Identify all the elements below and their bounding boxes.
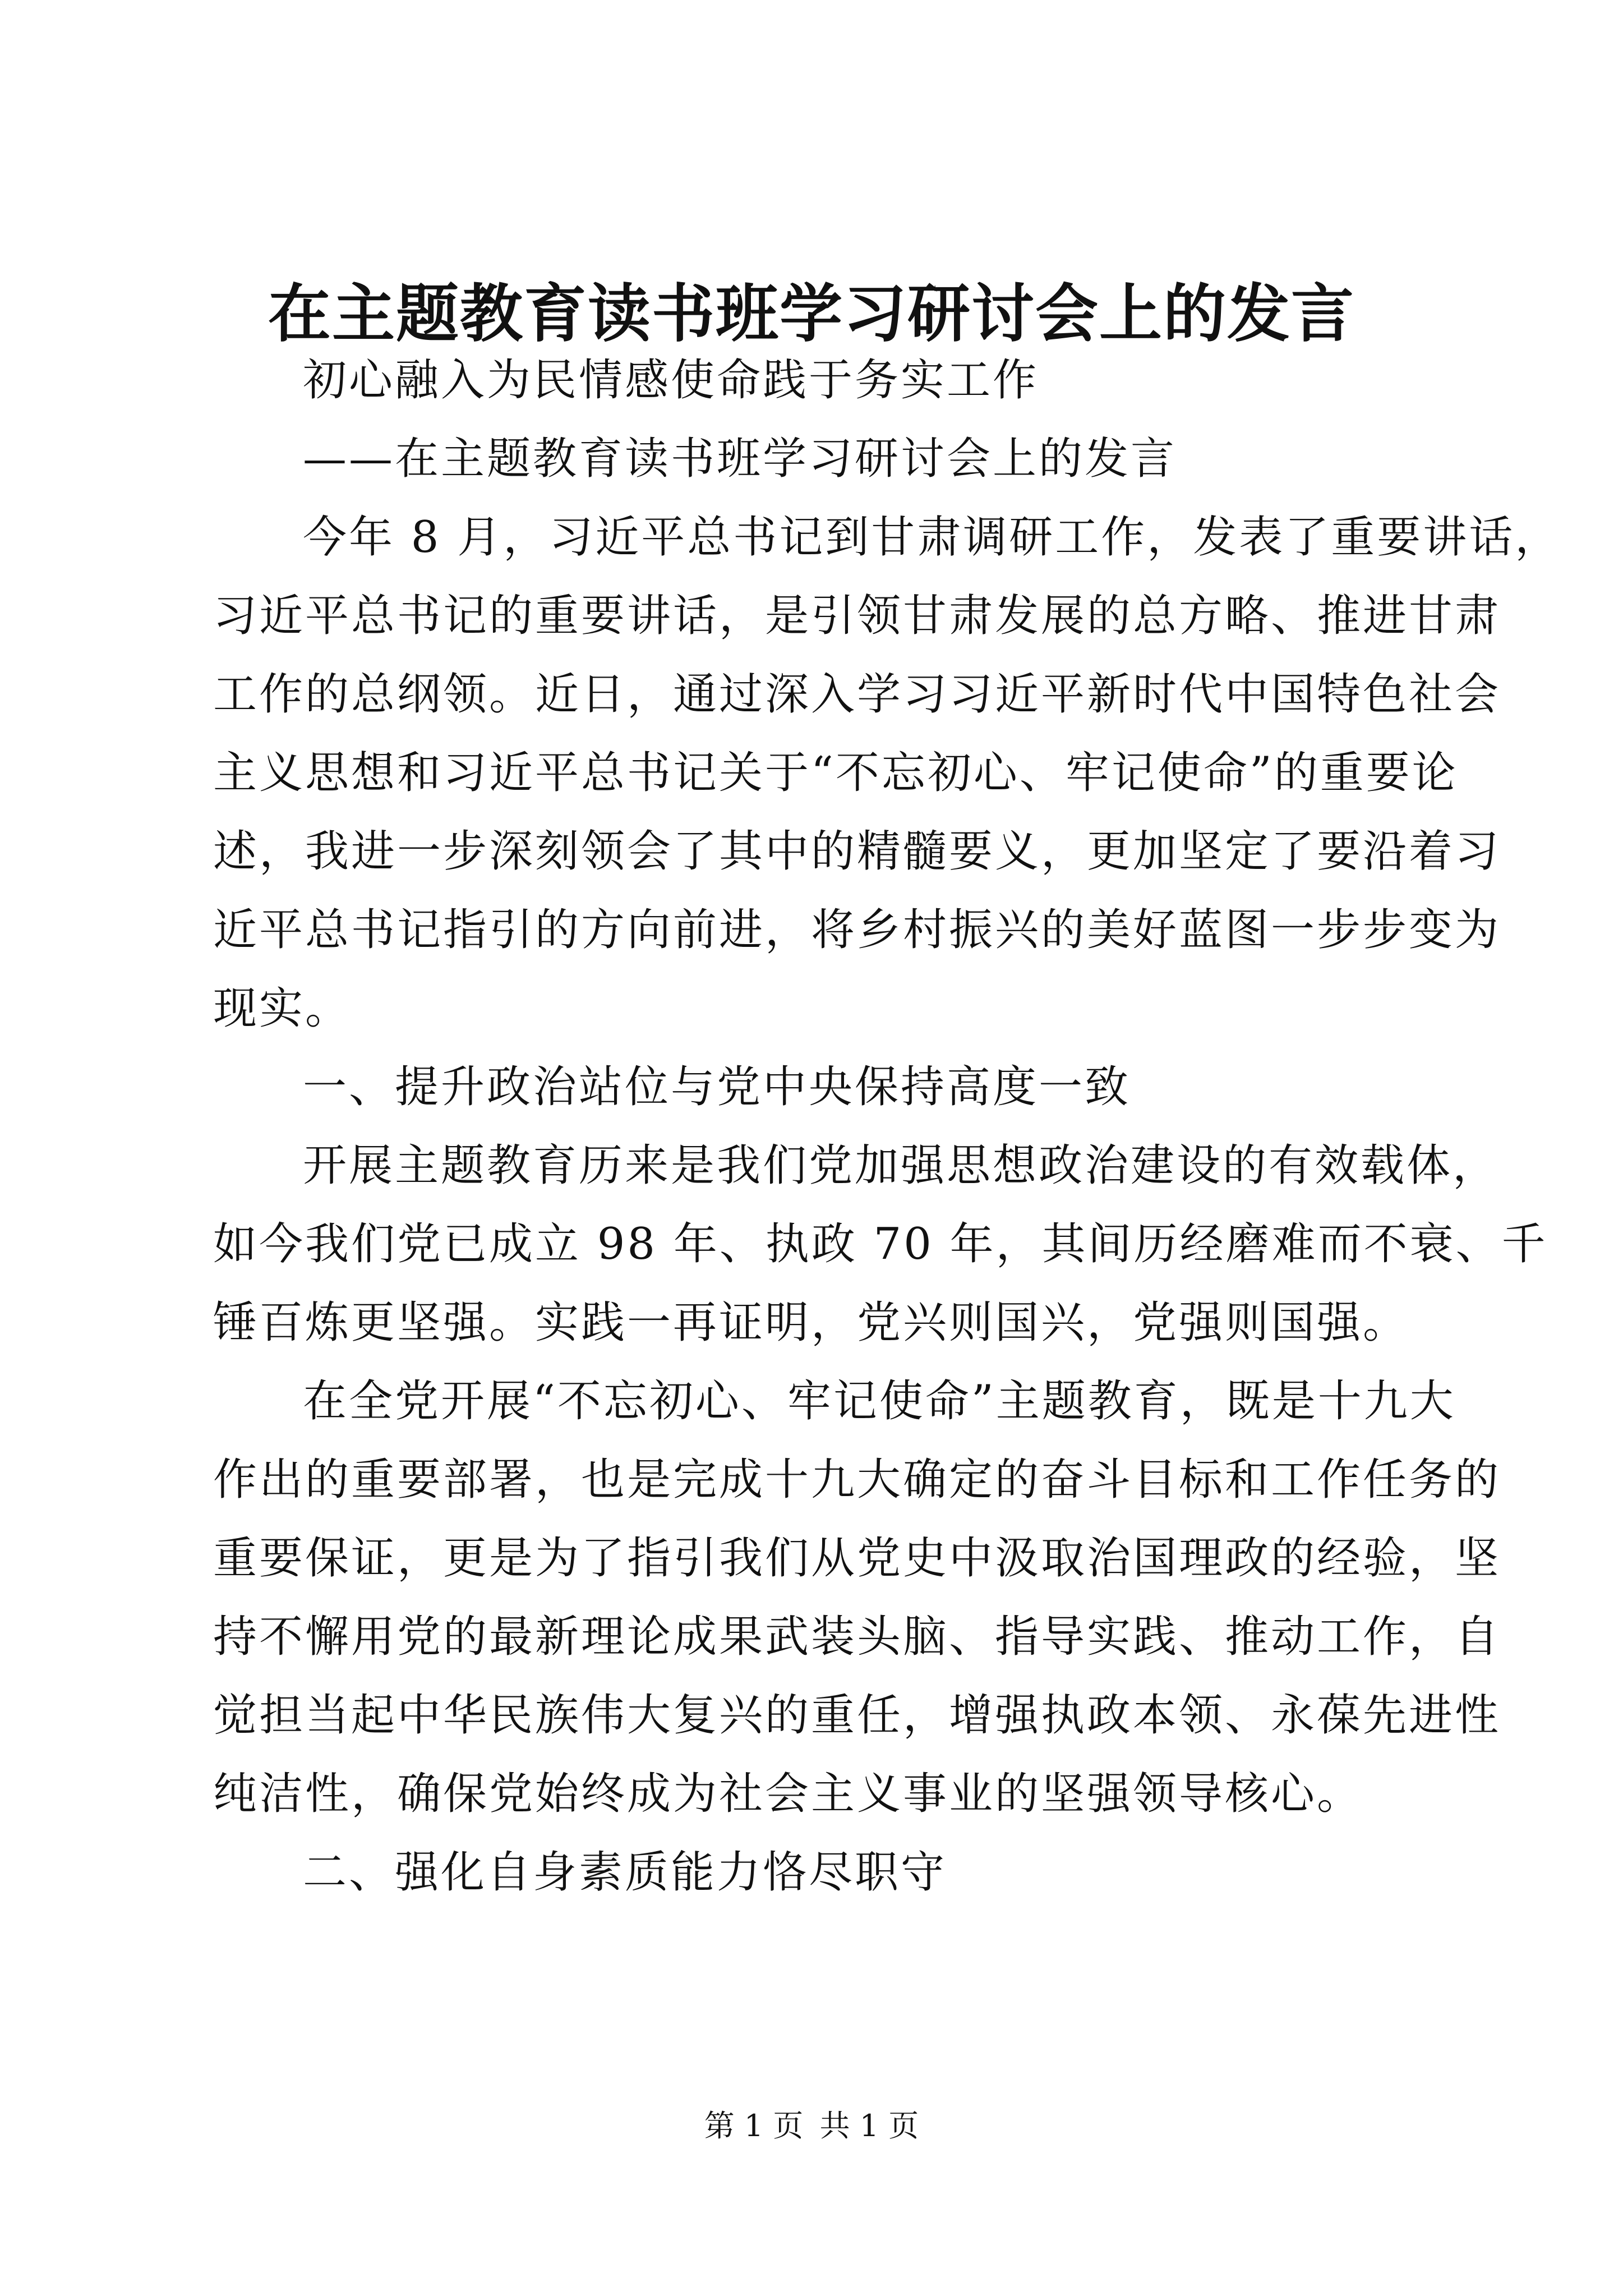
document-subtitle: 初心融入为民情感使命践于务实工作 bbox=[303, 355, 1039, 406]
paragraph-1 bbox=[213, 498, 1561, 1048]
paragraph-line: 主义思想和习近平总书记关于“不忘初心、牢记使命”的重要论 bbox=[213, 748, 1458, 798]
paragraph-line: 作出的重要部署，也是完成十九大确定的奋斗目标和工作任务的 bbox=[213, 1455, 1501, 1505]
page-footer bbox=[0, 2106, 1623, 2146]
page-total: 共 1 页 bbox=[819, 2108, 919, 2143]
paragraph-line: 如今我们党已成立 98 年、执政 70 年，其间历经磨难而不衰、千 bbox=[213, 1219, 1548, 1269]
paragraph-line: 觉担当起中华民族伟大复兴的重任，增强执政本领、永葆先进性 bbox=[213, 1690, 1501, 1741]
document-body bbox=[213, 341, 1561, 1912]
paragraph-line: 纯洁性，确保党始终成为社会主义事业的坚强领导核心。 bbox=[213, 1769, 1363, 1819]
paragraph-line: 持不懈用党的最新理论成果武装头脑、指导实践、推动工作，自 bbox=[213, 1612, 1501, 1662]
paragraph-line: 工作的总纲领。近日，通过深入学习习近平新时代中国特色社会 bbox=[213, 669, 1501, 720]
paragraph-line: 锤百炼更坚强。实践一再证明，党兴则国兴，党强则国强。 bbox=[213, 1297, 1409, 1348]
paragraph-line: 现实。 bbox=[213, 983, 352, 1034]
paragraph-line: 在全党开展“不忘初心、牢记使命”主题教育，既是十九大 bbox=[303, 1376, 1456, 1427]
paragraph-line: 重要保证，更是为了指引我们从党史中汲取治国理政的经验，坚 bbox=[213, 1533, 1501, 1584]
paragraph-line: 开展主题教育历来是我们党加强思想政治建设的有效载体， bbox=[303, 1140, 1499, 1191]
section-heading-2: 二、强化自身素质能力恪尽职守 bbox=[303, 1847, 947, 1898]
paragraph-line: 今年 8 月，习近平总书记到甘肃调研工作，发表了重要讲话， bbox=[303, 512, 1561, 563]
page-number: 第 1 页 bbox=[704, 2108, 804, 2143]
section-heading-1: 一、提升政治站位与党中央保持高度一致 bbox=[303, 1062, 1131, 1112]
paragraph-line: 习近平总书记的重要讲话，是引领甘肃发展的总方略、推进甘肃 bbox=[213, 591, 1501, 641]
paragraph-line: 述，我进一步深刻领会了其中的精髓要义，更加坚定了要沿着习 bbox=[213, 826, 1501, 877]
paragraph-line: 近平总书记指引的方向前进，将乡村振兴的美好蓝图一步步变为 bbox=[213, 905, 1501, 955]
paragraph-2 bbox=[213, 1126, 1548, 1362]
paragraph-3 bbox=[213, 1362, 1501, 1833]
document-subtitle-2: ——在主题教育读书班学习研讨会上的发言 bbox=[303, 434, 1177, 484]
document-title: 在主题教育读书班学习研讨会上的发言 bbox=[268, 277, 1355, 351]
